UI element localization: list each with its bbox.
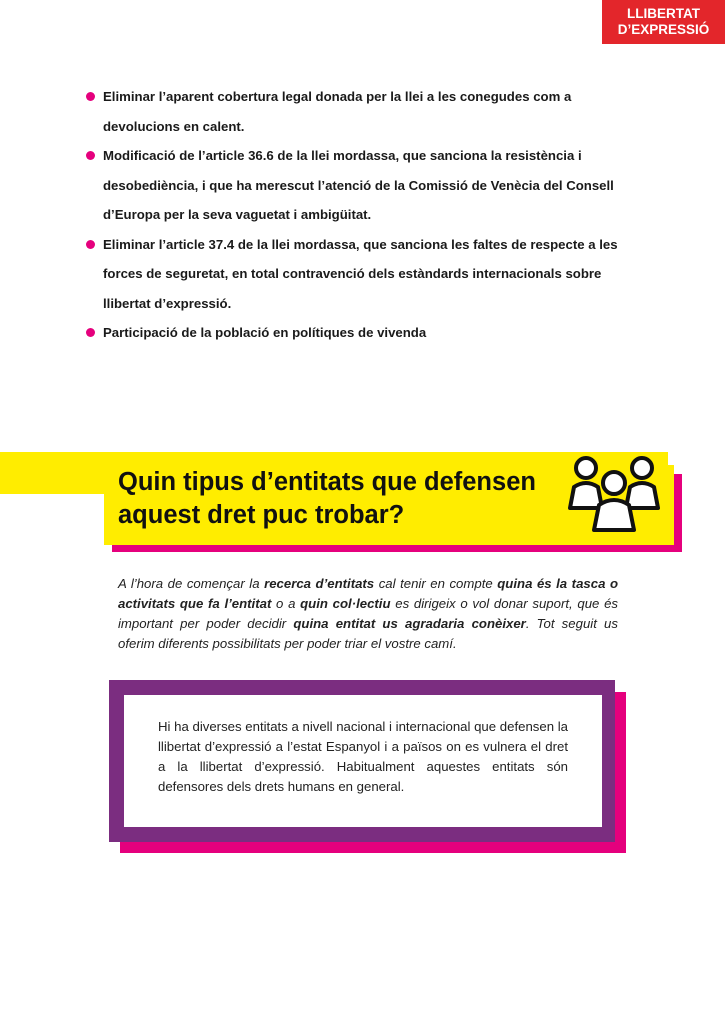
intro-emphasis: quina entitat us agradaria conèixer — [293, 616, 526, 631]
bullet-dot-icon — [86, 92, 95, 101]
intro-text: . Tot seguit us oferim diferents possibilitats per poder triar el vostre camí. — [118, 616, 618, 651]
bullet-dot-icon — [86, 151, 95, 160]
bullet-list — [86, 82, 646, 348]
callout-text: Hi ha diverses entitats a nivell nacional i internacional que defensen la llibertat d’expressió a l’estat Espanyol i a països on es vulnera el dret a la llibertat d’expressió. Habitualment aquestes entitats són defensores dels drets humans en general. — [158, 719, 568, 794]
list-item-text: Eliminar l’aparent cobertura legal donada per la llei a les conegudes com a devolucions en calent. — [103, 89, 572, 134]
list-item — [86, 318, 646, 348]
list-item — [86, 230, 646, 319]
list-item-text: Modificació de l’article 36.6 de la llei mordassa, que sanciona la resistència i desobediència, i que ha merescut l’atenció de la Comissió de Venècia del Consell d’Europa per la seva vaguetat i ambigüitat. — [103, 148, 614, 222]
list-item — [86, 141, 646, 230]
bullet-dot-icon — [86, 240, 95, 249]
intro-emphasis: quin col·lectiu — [300, 596, 391, 611]
section-tag — [602, 0, 725, 44]
intro-text: cal tenir en compte — [374, 576, 498, 591]
intro-emphasis: recerca d’entitats — [264, 576, 375, 591]
people-group-icon — [562, 453, 666, 535]
section-tag-line1: LLIBERTAT — [627, 6, 700, 21]
list-item-text: Eliminar l’article 37.4 de la llei mordassa, que sanciona les faltes de respecte a les forces de seguretat, en total contravenció dels estàndards internacionals sobre llibertat d’expressió. — [103, 236, 618, 311]
intro-text: o a — [271, 596, 301, 611]
list-item — [86, 82, 646, 141]
bullet-dot-icon — [86, 328, 95, 337]
intro-paragraph — [118, 574, 618, 654]
intro-emphasis: quina és la tasca o activitats que fa l’entitat — [118, 576, 618, 611]
intro-text: es dirigeix o vol donar suport, que és important per poder decidir — [118, 596, 618, 631]
list-item-text: Participació de la població en polítiques de vivenda — [103, 325, 427, 340]
section-tag-line2: D’EXPRESSIÓ — [617, 22, 710, 37]
intro-text: A l’hora de començar la — [118, 576, 265, 591]
section-heading: Quin tipus d’entitats que defensen aquest dret puc trobar? — [118, 468, 536, 529]
